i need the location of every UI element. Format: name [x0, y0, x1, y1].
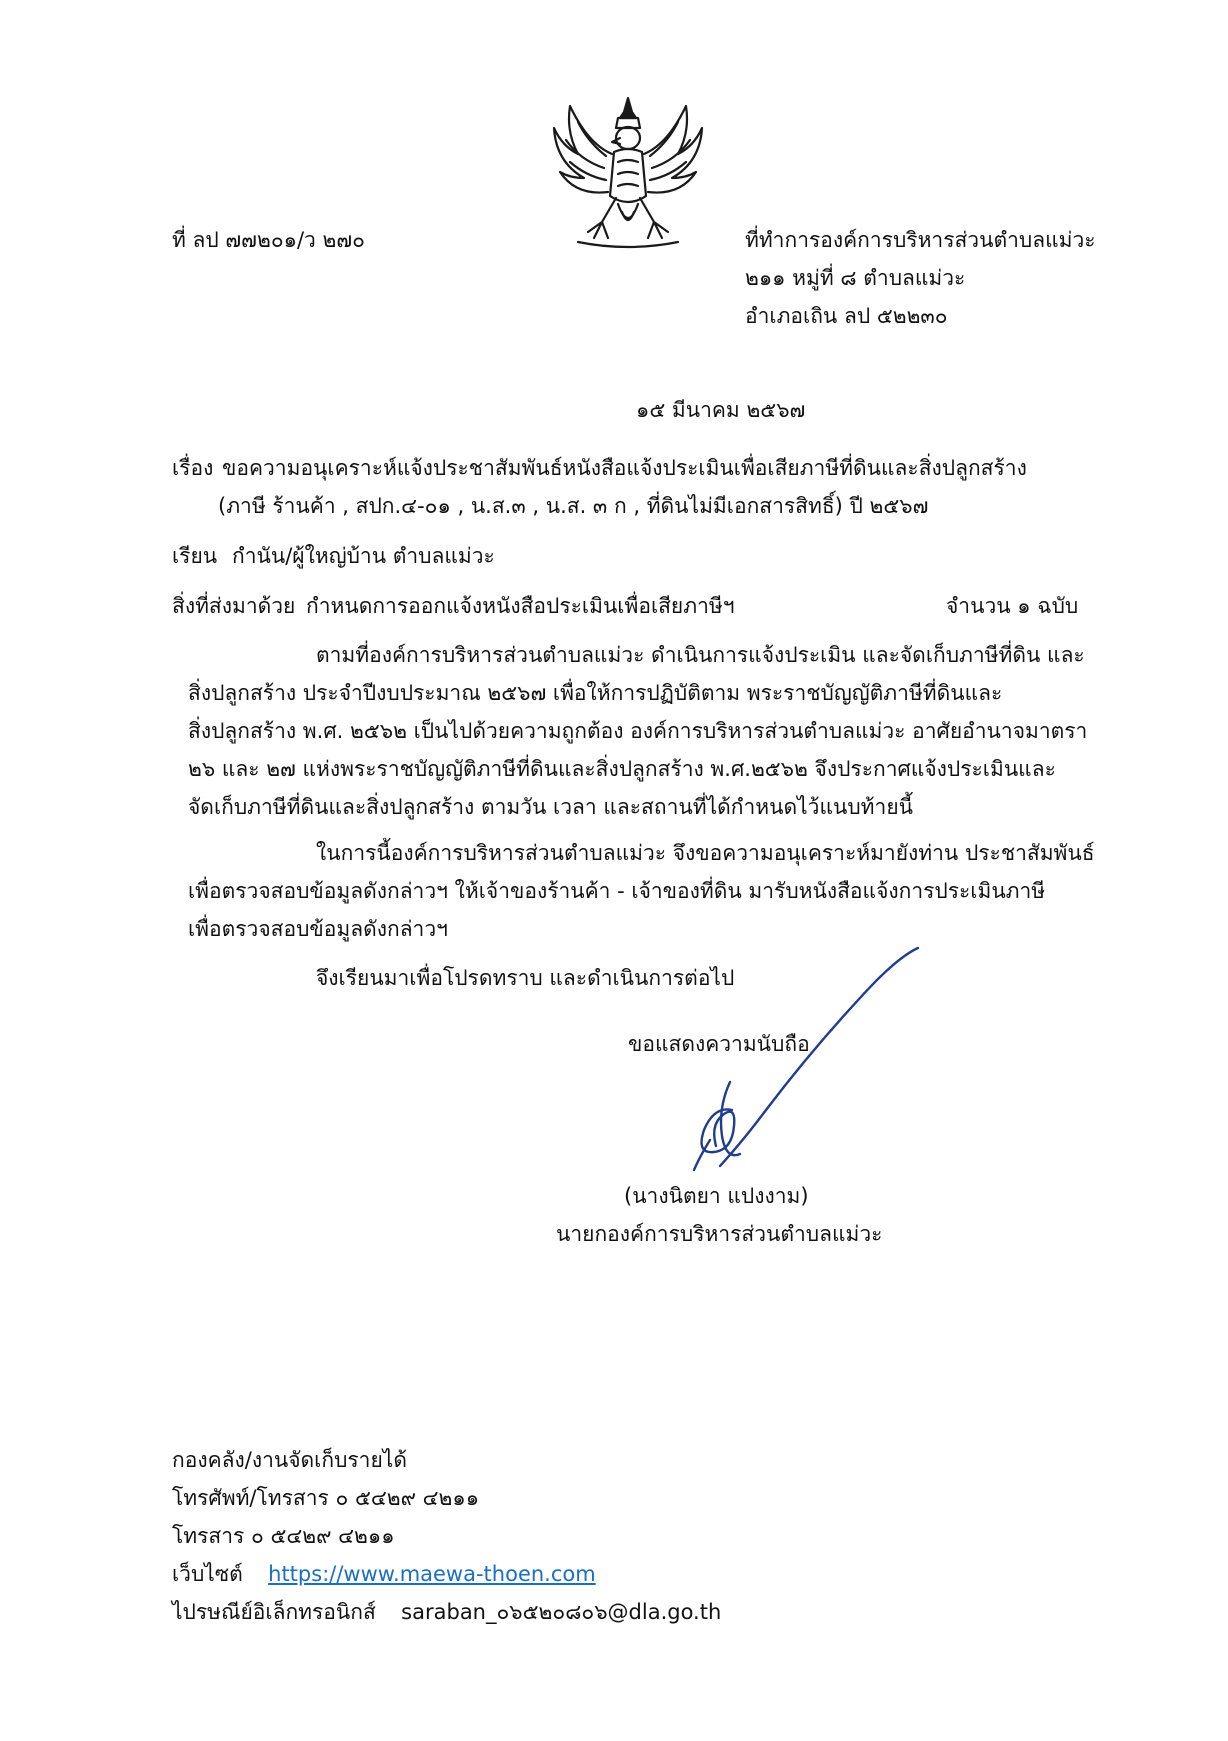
email-label: ไปรษณีย์อิเล็กทรอนิกส์ — [172, 1600, 376, 1624]
address-line-3: อำเภอเถิน ลป ๕๒๒๓๐ — [745, 304, 948, 328]
website-link[interactable]: https://www.maewa-thoen.com — [268, 1562, 596, 1586]
body-paragraph-1 — [188, 636, 1086, 826]
enclosure-text: กำหนดการออกแจ้งหนังสือประเมินเพื่อเสียภาษีฯ — [306, 594, 735, 618]
paragraph-2-line: เพื่อตรวจสอบข้อมูลดังกล่าวฯ ให้เจ้าของร้านค้า - เจ้าของที่ดิน มารับหนังสือแจ้งการประเมินภาษี — [188, 879, 1046, 903]
footer-fax: โทรสาร ๐ ๕๔๒๙ ๔๒๑๑ — [172, 1524, 395, 1548]
paragraph-2-line: ในการนี้องค์การบริหารส่วนตำบลแม่วะ จึงขอความอนุเคราะห์มายังท่าน ประชาสัมพันธ์ — [316, 841, 1095, 865]
signer-name: (นางนิตยา แปงงาม) — [624, 1184, 809, 1208]
closing-line: จึงเรียนมาเพื่อโปรดทราบ และดำเนินการต่อไป — [316, 966, 735, 990]
enclosure-count: จำนวน ๑ ฉบับ — [946, 594, 1079, 618]
email-address[interactable]: saraban_๐๖๕๒๐๘๐๖@dla.go.th — [401, 1600, 722, 1624]
paragraph-2-line: เพื่อตรวจสอบข้อมูลดังกล่าวฯ — [188, 917, 448, 941]
salutation-text: กำนัน/ผู้ใหญ่บ้าน ตำบลแม่วะ — [232, 544, 495, 568]
letter-date: ๑๕ มีนาคม ๒๕๖๗ — [636, 398, 806, 422]
reference-number: ที่ ลป ๗๗๒๐๑/ว ๒๗๐ — [172, 228, 365, 252]
subject-line-2: (ภาษี ร้านค้า , สปก.๔-๐๑ , น.ส.๓ , น.ส. ๓ ก , ที่ดินไม่มีเอกสารสิทธิ์) ปี ๒๕๖๗ — [218, 494, 929, 518]
body-paragraph-2 — [188, 834, 1095, 948]
handwritten-signature — [670, 940, 930, 1200]
paragraph-1-line: จัดเก็บภาษีที่ดินและสิ่งปลูกสร้าง ตามวัน เวลา และสถานที่ได้กำหนดไว้แนบท้ายนี้ — [188, 795, 913, 819]
address-line-2: ๒๑๑ หมู่ที่ ๘ ตำบลแม่วะ — [745, 266, 966, 290]
paragraph-1-line: ๒๖ และ ๒๗ แห่งพระราชบัญญัติภาษีที่ดินและสิ่งปลูกสร้าง พ.ศ.๒๕๖๒ จึงประกาศแจ้งประเมินและ — [188, 757, 1056, 781]
footer-phone: โทรศัพท์/โทรสาร ๐ ๕๔๒๙ ๔๒๑๑ — [172, 1486, 480, 1510]
regards-text: ขอแสดงความนับถือ — [628, 1032, 810, 1056]
paragraph-1-line: ตามที่องค์การบริหารส่วนตำบลแม่วะ ดำเนินการแจ้งประเมิน และจัดเก็บภาษีที่ดิน และ — [316, 643, 1085, 667]
website-label: เว็บไซต์ — [172, 1562, 243, 1586]
footer-email-row — [172, 1596, 721, 1629]
garuda-emblem-icon — [548, 92, 708, 254]
footer-website-row — [172, 1558, 596, 1591]
paragraph-1-line: สิ่งปลูกสร้าง ประจำปีงบประมาณ ๒๕๖๗ เพื่อให้การปฏิบัติตาม พระราชบัญญัติภาษีที่ดินและ — [188, 681, 1003, 705]
footer-department: กองคลัง/งานจัดเก็บรายได้ — [172, 1448, 407, 1472]
paragraph-1-line: สิ่งปลูกสร้าง พ.ศ. ๒๕๖๒ เป็นไปด้วยความถูกต้อง องค์การบริหารส่วนตำบลแม่วะ อาศัยอำนาจมาตรา — [188, 719, 1088, 743]
enclosure-label: สิ่งที่ส่งมาด้วย — [172, 594, 296, 618]
address-line-1: ที่ทำการองค์การบริหารส่วนตำบลแม่วะ — [745, 228, 1096, 252]
subject-label: เรื่อง — [172, 456, 214, 480]
signer-title: นายกองค์การบริหารส่วนตำบลแม่วะ — [556, 1222, 883, 1246]
salutation-label: เรียน — [172, 544, 218, 568]
subject-line-1: ขอความอนุเคราะห์แจ้งประชาสัมพันธ์หนังสือแจ้งประเมินเพื่อเสียภาษีที่ดินและสิ่งปลูกสร้าง — [222, 456, 1027, 480]
